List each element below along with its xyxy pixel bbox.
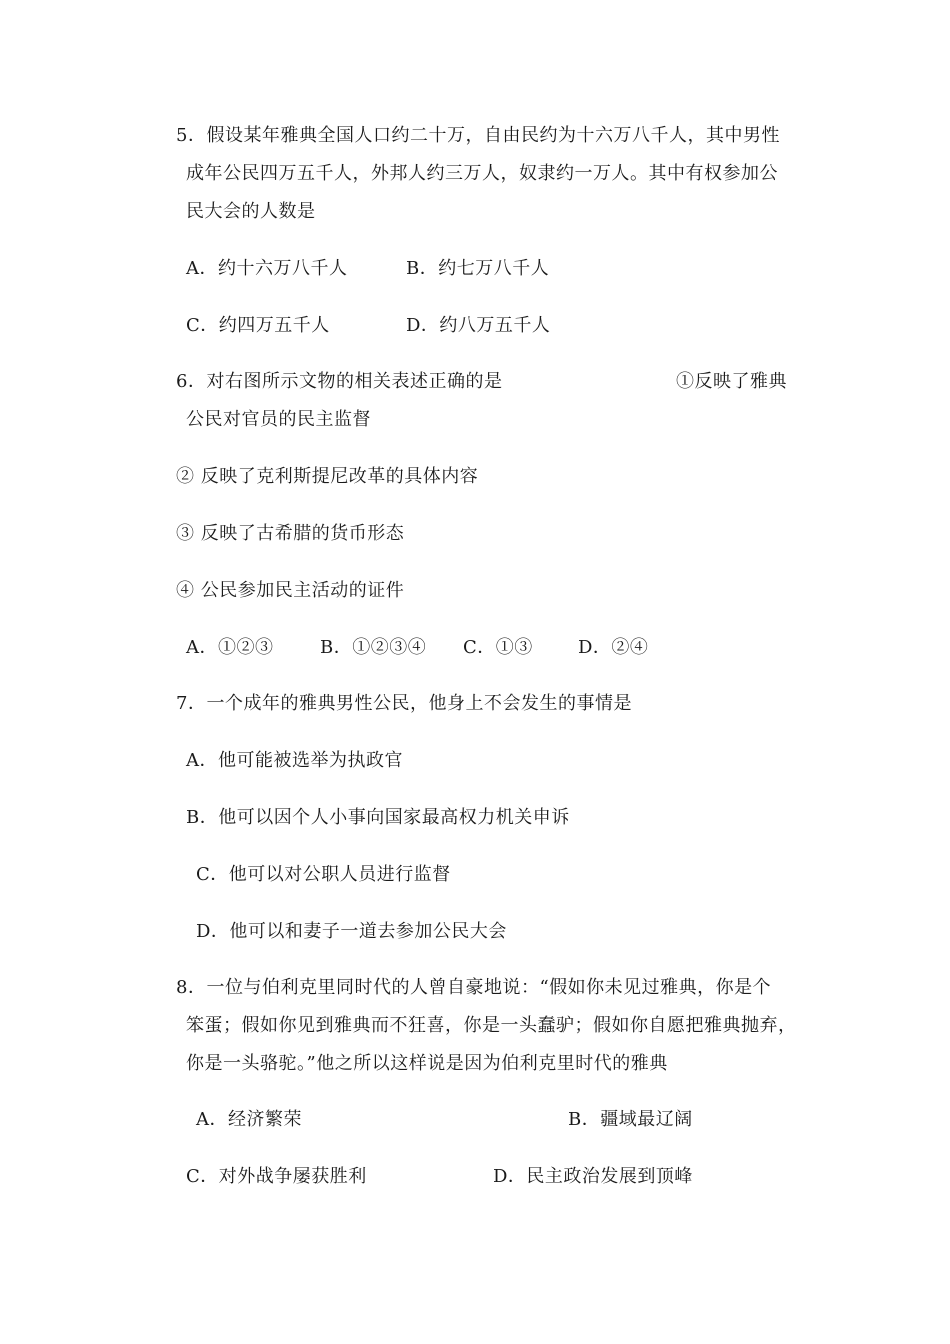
q6-stem: 6．对右图所示文物的相关表述正确的是 bbox=[176, 371, 503, 392]
q6-statement-1: ①反映了雅典 bbox=[676, 371, 787, 392]
q5-option-d: D．约八万五千人 bbox=[406, 315, 551, 336]
q7-stem: 7．一个成年的雅典男性公民，他身上不会发生的事情是 bbox=[176, 693, 632, 714]
q5-option-c: C．约四万五千人 bbox=[186, 315, 330, 336]
q5-stem-line-1: 5．假设某年雅典全国人口约二十万，自由民约为十六万八千人，其中男性 bbox=[176, 125, 780, 146]
q7-option-b: B．他可以因个人小事向国家最高权力机关申诉 bbox=[186, 807, 570, 828]
q5-option-b: B．约七万八千人 bbox=[406, 258, 550, 279]
q6-statement-2: ② 反映了克利斯提尼改革的具体内容 bbox=[176, 466, 479, 487]
q8-stem-line-1: 8．一位与伯利克里同时代的人曾自豪地说：“假如你未见过雅典，你是个 bbox=[176, 977, 772, 998]
q5-option-a: A．约十六万八千人 bbox=[186, 258, 348, 279]
q8-option-a: A．经济繁荣 bbox=[196, 1109, 302, 1130]
q7-option-a: A．他可能被选举为执政官 bbox=[186, 750, 403, 771]
q7-option-c: C．他可以对公职人员进行监督 bbox=[196, 864, 451, 885]
q7-option-d: D．他可以和妻子一道去参加公民大会 bbox=[196, 921, 507, 942]
q6-statement-1-cont: 公民对官员的民主监督 bbox=[186, 409, 371, 430]
q6-statement-4: ④ 公民参加民主活动的证件 bbox=[176, 580, 405, 601]
q6-option-d: D．②④ bbox=[578, 637, 649, 658]
q6-option-b: B．①②③④ bbox=[320, 637, 427, 658]
q6-option-c: C．①③ bbox=[463, 637, 533, 658]
q8-option-c: C．对外战争屡获胜利 bbox=[186, 1166, 367, 1187]
q8-stem-line-2: 笨蛋；假如你见到雅典而不狂喜，你是一头蠢驴；假如你自愿把雅典抛弃， bbox=[186, 1015, 797, 1036]
q8-option-b: B．疆域最辽阔 bbox=[568, 1109, 693, 1130]
q8-stem-line-3: 你是一头骆驼。”他之所以这样说是因为伯利克里时代的雅典 bbox=[186, 1053, 668, 1074]
q6-option-a: A．①②③ bbox=[186, 637, 274, 658]
q8-option-d: D．民主政治发展到顶峰 bbox=[493, 1166, 693, 1187]
q6-statement-3: ③ 反映了古希腊的货币形态 bbox=[176, 523, 405, 544]
q5-stem-line-3: 民大会的人数是 bbox=[186, 201, 316, 222]
q5-stem-line-2: 成年公民四万五千人，外邦人约三万人，奴隶约一万人。其中有权参加公 bbox=[186, 163, 778, 184]
